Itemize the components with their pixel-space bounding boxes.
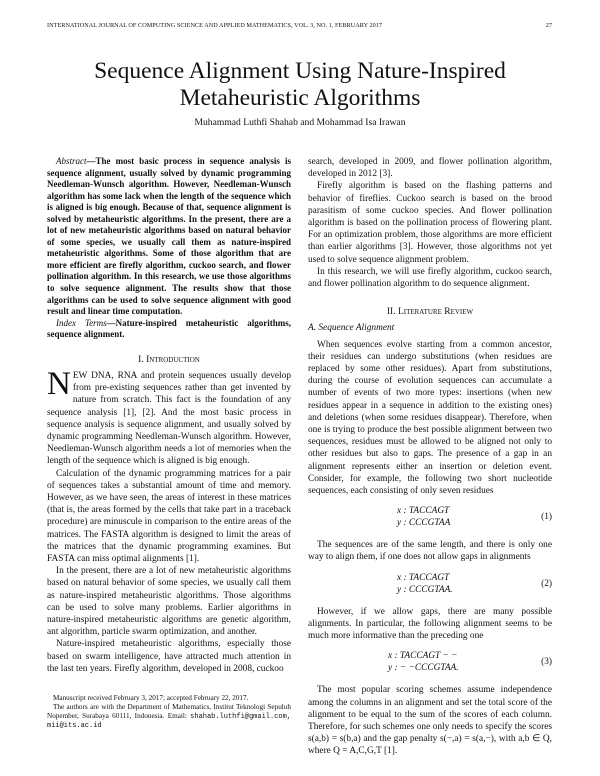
page-number: 27 — [545, 22, 552, 29]
paper-title — [0, 58, 600, 112]
equation-number: (3) — [541, 657, 552, 668]
intro-paragraph-3: In the present, there are a lot of new metaheuristic algorithms based on natural behavior of some species, we usually call them as nature-inspired metaheuristic algorithms. Those algorithms can be used to solve many problems. Earlier algorithms in nature-inspired metaheuristic algorithms are genetic algorithm, ant algorithm, particle swarm optimization, and another. — [47, 566, 291, 638]
lit-paragraph-3: However, if we allow gaps, there are many possible alignments. In particular, the following alignment seems to be much more informative than the preceding one — [308, 606, 552, 642]
index-terms-label: Index Terms — [56, 317, 107, 328]
eq-line-y: y : − −CCCGTAA. — [388, 663, 459, 674]
title-line-1: Sequence Alignment Using Nature-Inspired — [94, 58, 506, 84]
eq-line-y: y : CCCGTAA — [397, 518, 451, 529]
title-line-2: Metaheuristic Algorithms — [179, 85, 421, 111]
section-heading-introduction: I. Introduction — [138, 354, 200, 365]
authors: Muhammad Luthfi Shahab and Mohammad Isa Irawan — [194, 117, 406, 128]
abstract-label: Abstract — [56, 156, 87, 166]
footnote — [47, 694, 291, 731]
lit-paragraph-2: The sequences are of the same length, and there is only one way to align them, if one does not allow gaps in alignments — [308, 540, 552, 563]
journal-name: INTERNATIONAL JOURNAL OF COMPUTING SCIENCE AND APPLIED MATHEMATICS, VOL. 3, NO. 1, FEBRUARY 2017 — [47, 22, 383, 29]
intro-paragraph-4: Nature-inspired metaheuristic algorithms, especially those based on swarm intelligence, have attracted much attention in the last ten years. Firefly algorithm, developed in 2008, cuckoo — [47, 639, 291, 674]
eq-line-x: x : TACCAGT — [397, 506, 450, 517]
section-heading-literature-review: II. Literature Review — [386, 307, 474, 318]
equation-3 — [308, 650, 552, 676]
equation-number: (2) — [541, 578, 552, 589]
drop-cap: N — [47, 365, 71, 402]
left-column — [47, 156, 291, 675]
eq-line-y: y : CCCGTAA. — [397, 584, 453, 595]
lit-paragraph-1: When sequences evolve starting from a common ancestor, their residues can undergo substitutions (when residues are replaced by some other residues). Apart from substitutions, during the course of evolution sequences can accumulate a number of events of two more types: insertions (when new residues appear in a sequence in addition to the existing ones) and deletions (when some residues disappear). Therefore, when one is trying to produce the best possible alignment between two sequences, residues must be allowed to be aligned not only to other residues but also to gaps. The presence of a gap in an alignment represents either an insertion or deletion event. Consider, for example, the following two short nucleotide sequences, each consisting of only seven residues — [308, 339, 552, 497]
index-terms — [47, 318, 291, 341]
abstract-text: —The most basic process in sequence analysis is sequence alignment, usually solved by dynamic programming Needleman-Wunsch algorithm. However, Needleman-Wunsch algorithm has some lack when the length of the sequence which is aligned is big enough. Because of that, sequence alignment is solved by metaheuristic algorithms. In the present, there are a lot of new metaheuristic algorithms based on natural behavior of some species, we usually call them as nature-inspired metaheuristic algorithms. Some of those algorithm that are more efficient are firefly algorithm, cuckoo search, and flower pollination algorithm. In this research, we use those algorithms to solve sequence alignment. The results show that those algorithms can be used to solve sequence alignment with good result and linear time computation. — [47, 156, 291, 317]
affiliation-text: The authors are with the Department of Mathematics, Institut Teknologi Sepuluh Nopember, Surabaya 60111, Indonesia. Email: — [47, 702, 291, 720]
intro-paragraph-5: Firefly algorithm is based on the flashing patterns and behavior of fireflies. Cuckoo search is based on the brood parasitism of some cuckoo species. And flower pollination algorithm is based on the pollination process of flowering plant. For an optimization problem, those algorithms are more efficient than earlier algorithms [3]. However, those algorithms not yet used to solve sequence alignment problem. — [308, 181, 552, 265]
intro-paragraph-4-continued: search, developed in 2009, and flower pollination algorithm, developed in 2012 [3]. — [308, 157, 552, 180]
equation-number: (1) — [541, 512, 552, 523]
equation-2 — [308, 572, 552, 598]
right-column — [308, 156, 552, 758]
intro-paragraph-6: In this research, we will use firefly algorithm, cuckoo search, and flower pollination algorithm to do sequence alignment. — [308, 266, 552, 290]
index-terms-text: —Nature-inspired metaheuristic algorithms, sequence alignment. — [47, 317, 291, 340]
paragraph-text: EW DNA, RNA and protein sequences usually develop from pre-existing sequences rather than get invented by nature from scratch. This fact is the foundation of any sequence analysis [1], [2]. And the most basic process in sequence analysis is sequence alignment, and usually solved by dynamic programming Needleman-Wunsch algorithm. However, Needleman-Wunsch algorithm needs a lot of memories when the length of the sequence which is aligned is big enough. — [47, 370, 291, 467]
equation-1 — [308, 505, 552, 531]
eq-line-x: x : TACCAGT − − — [388, 651, 458, 662]
footnote-received: Manuscript received February 3, 2017; accepted February 22, 2017. — [53, 694, 249, 702]
intro-paragraph-2: Calculation of the dynamic programming matrices for a pair of sequences takes a substantial amount of time and memory. However, as we have seen, the areas of interest in these matrices (that is, the areas formed by the cells that take part in a traceback procedure) are minuscule in comparison to the entire areas of the matrices. The FASTA algorithm is designed to limit the areas of the matrices that the dynamic programming examines. But FASTA can miss optimal alignments [1]. — [47, 468, 291, 564]
eq-line-x: x : TACCAGT — [397, 572, 450, 583]
subsection-heading: A. Sequence Alignment — [308, 323, 395, 334]
author-emails: shahab.luthfi@gmail.com, mii@its.ac.id — [47, 712, 291, 731]
footnote-affiliation — [47, 703, 291, 731]
running-header — [47, 22, 552, 29]
abstract — [47, 156, 291, 318]
intro-paragraph-1 — [47, 365, 291, 468]
lit-paragraph-4: The most popular scoring schemes assume independence among the columns in an alignment and set the total score of the alignment to be equal to the sum of the scores of each column. Therefore, for such schemes one only needs to specify the scores s(a,b) = s(b,a) and the gap penalty s(−,a) = s(a,−), with a,b ∈ Q, where Q = A,C,G,T [1]. — [308, 685, 552, 757]
